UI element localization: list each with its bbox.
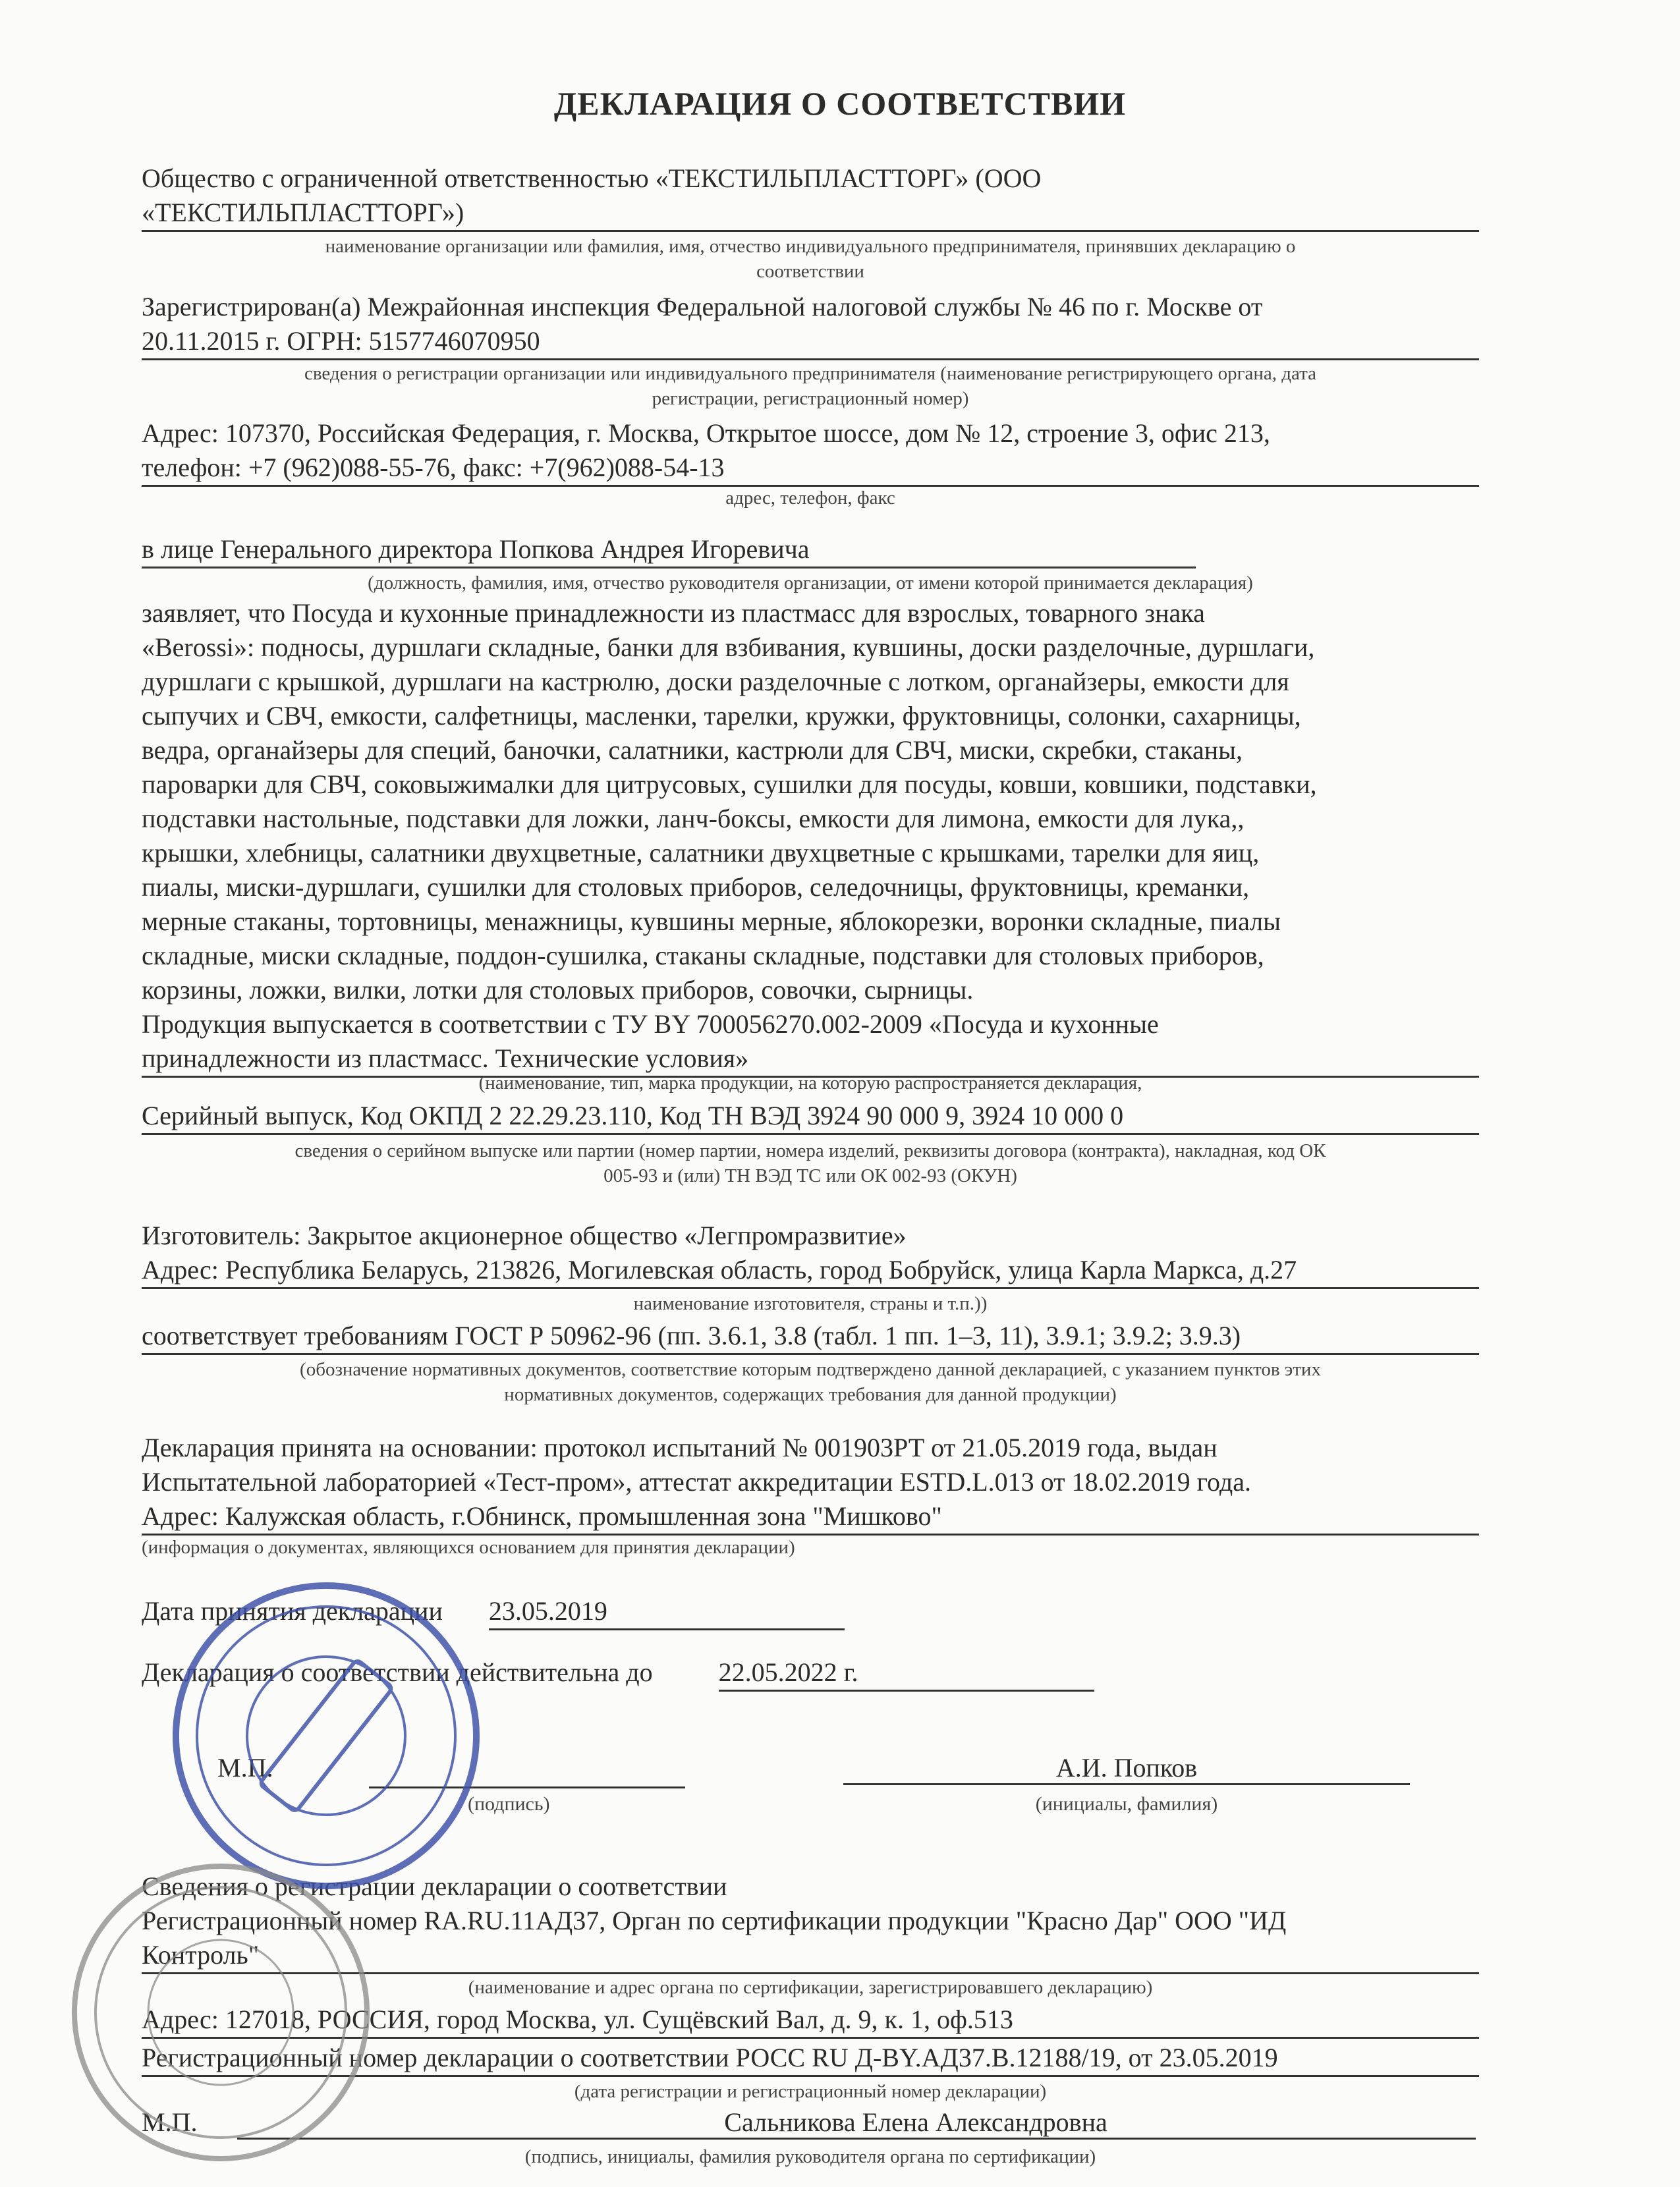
declaration-basis: Декларация принята на основании: протокол испытаний № 001903РТ от 21.05.2019 года, выдан Испытательной лабораторией «Тест-пром», аттестат аккредитации ESTD.L.013 от 18.02.2019 года. Адрес: Калужская область, г.Обнинск, промышленная зона "Мишково" xyxy=(142,1431,1479,1536)
product-line: складные, миски складные, поддон-сушилка, стаканы складные, подставки для столовых приборов, xyxy=(142,941,1264,970)
signer-name: А.И. Попков xyxy=(843,1752,1410,1785)
product-line: Продукция выпускается в соответствии с ТУ BY 700056270.002-2009 «Посуда и кухонные xyxy=(142,1009,1159,1039)
product-line: заявляет, что Посуда и кухонные принадлежности из пластмасс для взрослых, товарного знака xyxy=(142,598,1205,628)
registration-caption: сведения о регистрации организации или индивидуального предпринимателя (наименование регистрирующего органа, дата регистрации, регистрационный номер) xyxy=(304,363,1317,409)
registration-info: Зарегистрирован(а) Межрайонная инспекция Федеральной налоговой службы № 46 по г. Москве от 20.11.2015 г. ОГРН: 5157746070950 xyxy=(142,290,1479,360)
valid-until-label: Декларация о соответствии действительна до xyxy=(142,1657,653,1687)
reg-heading: Сведения о регистрации декларации о соответствии xyxy=(142,1871,727,1901)
product-line: дуршлаги с крышкой, дуршлаги на кастрюлю, доски разделочные с лотком, органайзеры, емкости для xyxy=(142,667,1289,696)
product-line: крышки, хлебницы, салатники двухцветные, салатники двухцветные с крышками, тарелки для яиц, xyxy=(142,838,1260,868)
product-line: принадлежности из пластмасс. Технические условия» xyxy=(142,1043,749,1073)
accepted-date-value: 23.05.2019 xyxy=(489,1594,845,1630)
product-line: подставки настольные, подставки для ложки, ланч-боксы, емкости для лимона, емкости для лука,, xyxy=(142,804,1245,833)
org-caption: наименование организации или фамилия, имя, отчество индивидуального предпринимателя, принявших декларацию о соответствии xyxy=(325,236,1296,282)
reg-body: Регистрационный номер RA.RU.11АД37, Орган по сертификации продукции "Красно Дар" ООО "ИД Контроль" xyxy=(142,1904,1479,1974)
representative: в лице Генерального директора Попкова Андрея Игоревича xyxy=(142,532,1479,568)
accepted-date-label: Дата принятия декларации xyxy=(142,1596,443,1626)
standard-caption: (обозначение нормативных документов, соответствие которым подтверждено данной декларацией, с указанием пунктов этих нормативных документов, содержащих требования для данной продукции) xyxy=(300,1359,1321,1405)
reg-number-caption: (дата регистрации и регистрационный номер декларации) xyxy=(574,2081,1047,2102)
standard-compliance: соответствует требованиям ГОСТ Р 50962-96 (пп. 3.6.1, 3.8 (табл. 1 пп. 1–3, 11), 3.9.1; 3.9.2; 3.9.3) xyxy=(142,1319,1479,1355)
reg-address: Адрес: 127018, РОССИЯ, город Москва, ул. Сущёвский Вал, д. 9, к. 1, оф.513 xyxy=(142,2003,1479,2039)
serial-info: Серийный выпуск, Код ОКПД 2 22.29.23.110, Код ТН ВЭД 3924 90 000 9, 3924 10 000 0 xyxy=(142,1099,1479,1135)
product-line: корзины, ложки, вилки, лотки для столовых приборов, совочки, сырницы. xyxy=(142,975,974,1005)
reg-caption: (наименование и адрес органа по сертификации, зарегистрировавшего декларацию) xyxy=(468,1977,1153,1998)
basis-caption: (информация о документах, являющихся основанием для принятия декларации) xyxy=(142,1537,795,1558)
product-line: мерные стаканы, тортовницы, менажницы, кувшины мерные, яблокорезки, воронки складные, пиалы xyxy=(142,906,1281,936)
address-caption: адрес, телефон, факс xyxy=(725,487,895,509)
product-line: пиалы, миски-дуршлаги, сушилки для столовых приборов, селедочницы, фруктовницы, креманки, xyxy=(142,872,1250,902)
mp-label: М.П. xyxy=(217,1753,273,1783)
product-description xyxy=(142,596,1479,1078)
reg-number: Регистрационный номер декларации о соответствии РОСС RU Д-BY.АД37.В.12188/19, от 23.05.2019 xyxy=(142,2041,1479,2077)
signature-caption: (подпись) xyxy=(468,1793,550,1815)
org-address: Адрес: 107370, Российская Федерация, г. Москва, Открытое шоссе, дом № 12, строение 3, офис 213, телефон: +7 (962)088-55-76, факс: +7(962)088-54-13 xyxy=(142,416,1479,487)
cert-head-caption: (подпись, инициалы, фамилия руководителя органа по сертификации) xyxy=(524,2146,1096,2167)
document-title: ДЕКЛАРАЦИЯ О СООТВЕТСТВИИ xyxy=(553,85,1127,122)
product-line: «Berossi»: подносы, дуршлаги складные, банки для взбивания, кувшины, доски разделочные, дуршлаги, xyxy=(142,632,1315,662)
representative-caption: (должность, фамилия, имя, отчество руководителя организации, от имени которой принимается декларация) xyxy=(368,572,1253,594)
reg-mp-label: М.П. xyxy=(142,2107,198,2137)
cert-body-stamp xyxy=(46,1838,396,2187)
org-name: Общество с ограниченной ответственностью «ТЕКСТИЛЬПЛАСТТОРГ» (ООО «ТЕКСТИЛЬПЛАСТТОРГ») xyxy=(142,161,1479,232)
product-line: пароварки для СВЧ, соковыжималки для цитрусовых, сушилки для посуды, ковши, ковшики, подставки, xyxy=(142,769,1317,799)
valid-until-value: 22.05.2022 г. xyxy=(719,1655,1094,1692)
serial-caption: сведения о серийном выпуске или партии (номер партии, номера изделий, реквизиты договора (контракта), накладная, код ОК 005-93 и (или) ТН ВЭД ТС или ОК 002-93 (ОКУН) xyxy=(294,1140,1326,1186)
product-line: сыпучих и СВЧ, емкости, салфетницы, масленки, тарелки, кружки, фруктовницы, солонки, сахарницы, xyxy=(142,701,1301,731)
product-caption: (наименование, тип, марка продукции, на которую распространяется декларация, xyxy=(478,1072,1142,1094)
cert-head-name: Сальникова Елена Александровна xyxy=(237,2107,1476,2140)
manufacturer: Изготовитель: Закрытое акционерное общество «Легпромразвитие» Адрес: Республика Беларусь, 213826, Могилевская область, город Бобруйск, улица Карла Маркса, д.27 xyxy=(142,1219,1479,1289)
manufacturer-caption: наименование изготовителя, страны и т.п.)) xyxy=(633,1293,988,1314)
product-line: ведра, органайзеры для специй, баночки, салатники, кастрюли для СВЧ, миски, скребки, стаканы, xyxy=(142,735,1243,765)
signer-caption: (инициалы, фамилия) xyxy=(1035,1793,1218,1815)
